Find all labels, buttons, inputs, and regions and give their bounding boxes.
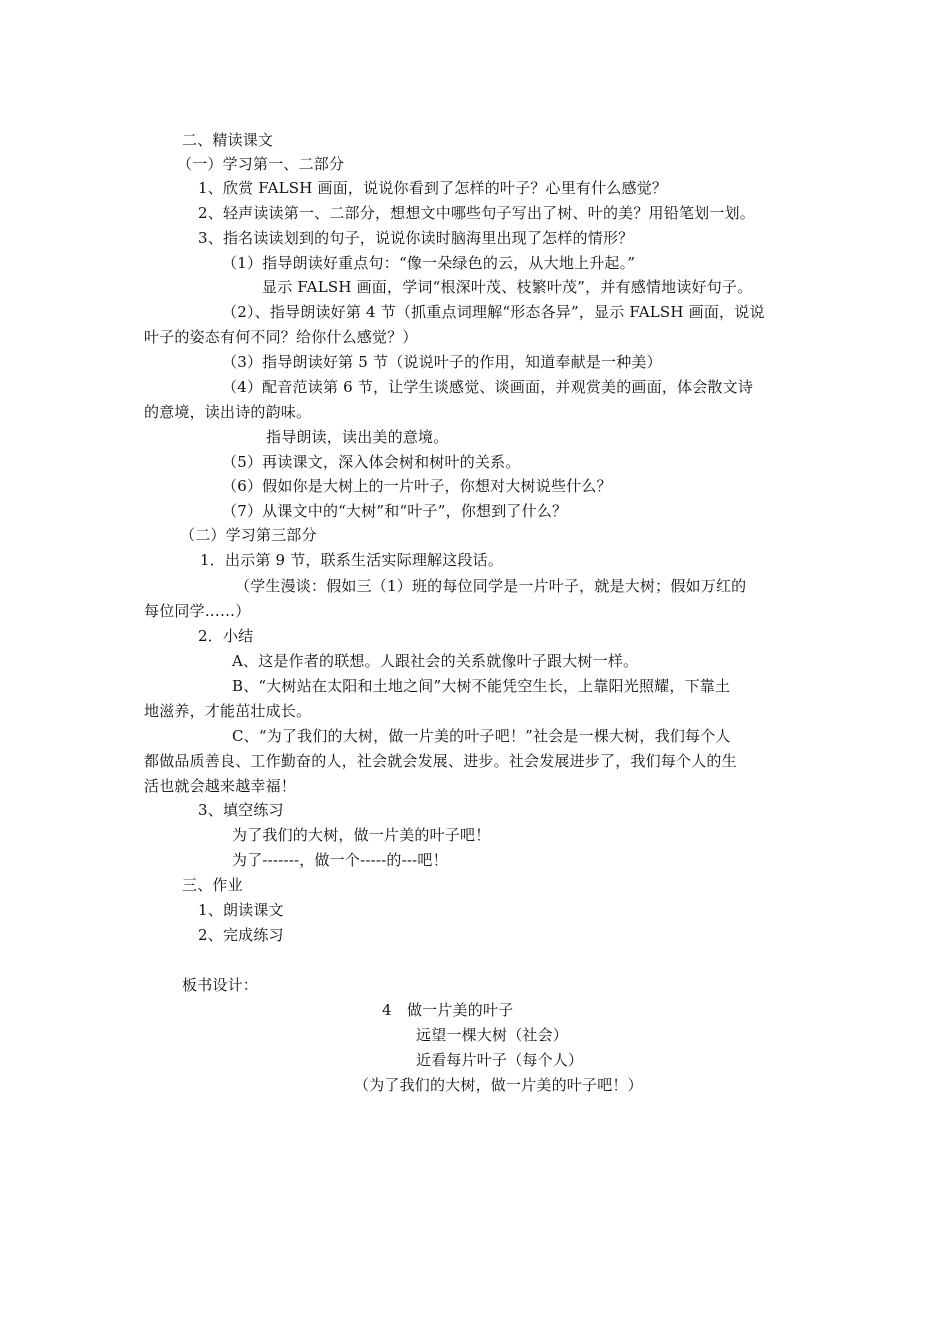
list-item: 2．小结	[198, 627, 254, 645]
list-item: 1、欣赏 FALSH 画面，说说你看到了怎样的叶子？心里有什么感觉？	[198, 179, 668, 197]
subsection-heading: （一）学习第一、二部分	[177, 155, 345, 173]
paragraph-line: 叶子的姿态有何不同？给你什么感觉？）	[144, 328, 418, 346]
list-item: A、这是作者的联想。人跟社会的关系就像叶子跟大树一样。	[232, 652, 639, 670]
section-heading: 三、作业	[182, 876, 243, 894]
paragraph-line: 显示 FALSH 画面，学词“根深叶茂、枝繁叶茂”，并有感情地读好句子。	[262, 278, 753, 296]
paragraph-line: 为了我们的大树，做一片美的叶子吧！	[232, 826, 491, 844]
paragraph-line: 指导朗读，读出美的意境。	[266, 428, 449, 446]
paragraph-line: 的意境，读出诗的韵味。	[144, 403, 312, 421]
list-item: （6）假如你是大树上的一片叶子，你想对大树说些什么？	[222, 477, 612, 495]
list-item: 1、朗读课文	[198, 901, 284, 919]
list-item: （7）从课文中的“大树”和“叶子”，你想到了什么？	[222, 502, 568, 520]
section-heading: 二、精读课文	[182, 131, 274, 149]
list-item: （5）再读课文，深入体会树和树叶的关系。	[222, 453, 521, 471]
subsection-heading: （二）学习第三部分	[180, 526, 317, 544]
paragraph-line: 每位同学……）	[144, 602, 251, 620]
paragraph-line: 都做品质善良、工作勤奋的人，社会就会发展、进步。社会发展进步了，我们每个人的生	[144, 752, 737, 770]
list-item: C、“为了我们的大树，做一片美的叶子吧！”社会是一棵大树，我们每个人	[232, 727, 731, 745]
board-line: 远望一棵大树（社会）	[416, 1026, 569, 1044]
paragraph-line: 为了-------，做一个-----的---吧！	[232, 851, 448, 869]
list-item: 1．出示第 9 节，联系生活实际理解这段话。	[200, 551, 504, 569]
board-label: 板书设计：	[182, 976, 259, 994]
paragraph-line: 地滋养，才能茁壮成长。	[144, 702, 312, 720]
list-item: 2、轻声读读第一、二部分，想想文中哪些句子写出了树、叶的美？用铅笔划一划。	[198, 204, 755, 222]
board-title: 4 做一片美的叶子	[382, 1001, 514, 1019]
list-item: （4）配音范读第 6 节，让学生谈感觉、谈画面，并观赏美的画面，体会散文诗	[222, 378, 754, 396]
list-item: 3、填空练习	[198, 801, 284, 819]
paragraph-line: 活也就会越来越幸福！	[144, 777, 297, 795]
list-item: B、“大树站在太阳和土地之间”大树不能凭空生长，上靠阳光照耀，下靠土	[232, 677, 731, 695]
paragraph-line: （学生漫谈：假如三（1）班的每位同学是一片叶子，就是大树；假如万红的	[235, 577, 747, 595]
board-line: （为了我们的大树，做一片美的叶子吧！）	[354, 1076, 643, 1094]
list-item: （3）指导朗读好第 5 节（说说叶子的作用，知道奉献是一种美）	[222, 353, 662, 371]
list-item: 2、完成练习	[198, 926, 284, 944]
list-item: （1）指导朗读好重点句：“像一朵绿色的云，从大地上升起。”	[222, 254, 636, 272]
list-item: （2）、指导朗读好第 4 节（抓重点词理解“形态各异”，显示 FALSH 画面，说说	[222, 303, 765, 321]
board-line: 近看每片叶子（每个人）	[416, 1051, 584, 1069]
list-item: 3、指名读读划到的句子，说说你读时脑海里出现了怎样的情形？	[198, 229, 634, 247]
